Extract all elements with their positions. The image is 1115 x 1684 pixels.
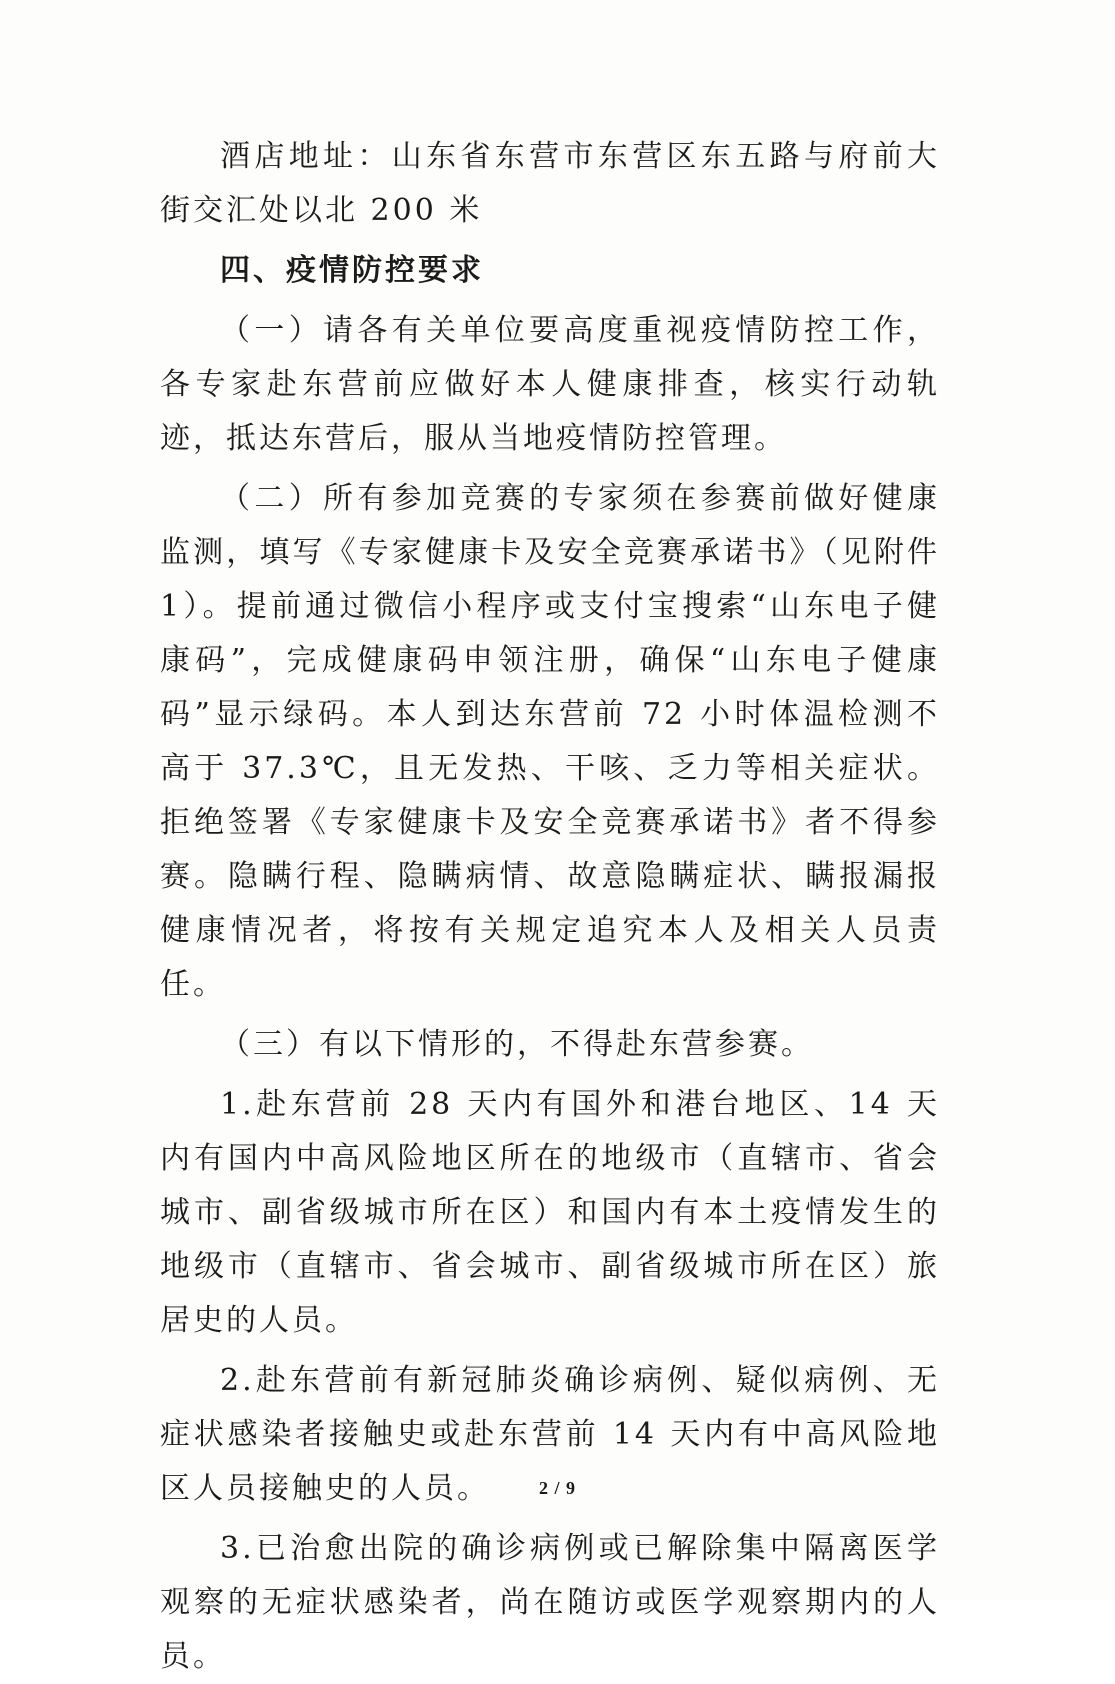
exclusion-case-2: 2.赴东营前有新冠肺炎确诊病例、疑似病例、无症状感染者接触史或赴东营前 14 天内有中高风险地区人员接触史的人员。 [160, 1363, 940, 1506]
document-body [160, 130, 940, 1684]
page-number: 2 / 9 [538, 1478, 576, 1498]
exclusion-case-3: 3.已治愈出院的确诊病例或已解除集中隔离医学观察的无症状感染者，尚在随访或医学观察期内的人员。 [160, 1531, 940, 1674]
requirement-item-2: （二）所有参加竞赛的专家须在参赛前做好健康监测，填写《专家健康卡及安全竞赛承诺书》（见附件 1）。提前通过微信小程序或支付宝搜索“山东电子健康码”，完成健康码申领注册，确保“山东电子健康码”显示绿码。本人到达东营前 72 小时体温检测不高于 37.3℃，且无发热、干咳、乏力等相关症状。拒绝签署《专家健康卡及安全竞赛承诺书》者不得参赛。隐瞒行程、隐瞒病情、故意隐瞒症状、瞒报漏报健康情况者，将按有关规定追究本人及相关人员责任。 [160, 481, 940, 1002]
hotel-address-paragraph: 酒店地址：山东省东营市东营区东五路与府前大街交汇处以北 200 米 [160, 139, 940, 228]
exclusion-case-1: 1.赴东营前 28 天内有国外和港台地区、14 天内有国内中高风险地区所在的地级市（直辖市、省会城市、副省级城市所在区）和国内有本土疫情发生的地级市（直辖市、省会城市、副省级城市所在区）旅居史的人员。 [160, 1087, 940, 1338]
requirement-item-1: （一）请各有关单位要高度重视疫情防控工作，各专家赴东营前应做好本人健康排查，核实行动轨迹，抵达东营后，服从当地疫情防控管理。 [160, 313, 940, 456]
requirement-item-3: （三）有以下情形的，不得赴东营参赛。 [220, 1027, 814, 1062]
section-heading: 四、疫情防控要求 [220, 253, 484, 288]
